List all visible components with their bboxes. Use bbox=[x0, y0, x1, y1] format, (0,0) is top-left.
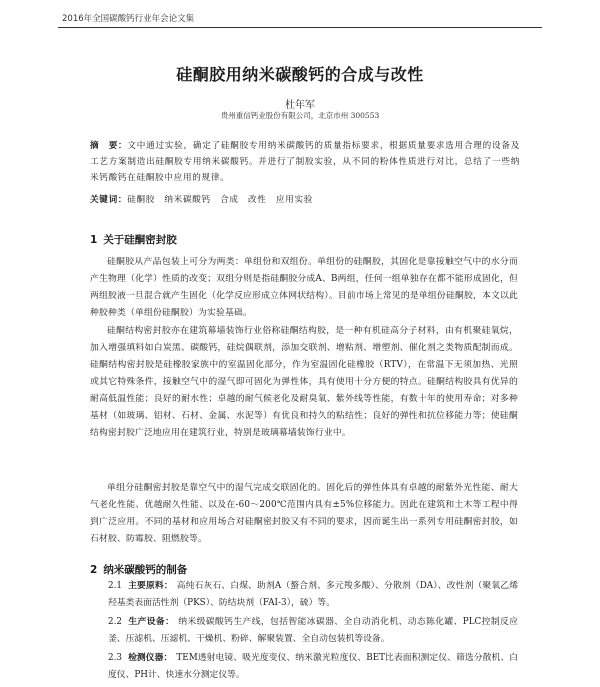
subsection-number: 2.2 bbox=[108, 617, 122, 627]
subsection-text: 纳米级碳酸钙生产线，包括智能冰碳器、全自动消化机、动态陈化罐、PLC控制反应釜、压滤机、压滤机、干燥机、粉碎、解聚装置、全自动包装机等设备。 bbox=[108, 617, 518, 644]
author-name: 杜年军 bbox=[285, 100, 315, 111]
section-number: 1 bbox=[90, 234, 98, 246]
subsection-label: 检测仪器： bbox=[128, 653, 173, 663]
abstract-text: 文中通过实验，确定了硅酮胶专用纳米碳酸钙的质量指标要求，根据质量要求选用合理的设备及工艺方案制造出硅酮胶专用纳米碳酸钙。并进行了制胶实验，从不同的粉体性质进行对比，总结了一些纳米钙酸钙在硅酮胶中应用的规律。 bbox=[90, 141, 520, 183]
subsection-label: 主要原料： bbox=[128, 581, 173, 591]
subsection-text: TEM透射电镜、吸光度变仪、纳米激光粒度仪、BET比表面积测定仪、筛选分散机、白度仪、PH计、快速水分测定仪等。 bbox=[108, 653, 518, 680]
abstract bbox=[90, 138, 520, 186]
subsection-text: 高纯石灰石、白煤、助剂A（螯合剂、多元羧多酸）、分散剂（DA）、改性剂（聚氧乙烯羟基类表面活性剂（PKS）、防结块剂（FAI-3），硫）等。 bbox=[108, 581, 518, 608]
author-affiliation: 贵州重信钙业股份有限公司，北京市州 300553 bbox=[220, 111, 380, 120]
paragraph: 单组分硅酮密封胶是靠空气中的湿气完成交联固化的。固化后的弹性体具有卓越的耐紫外光性能、耐大气老化性能、优越耐久性能、以及在-60～200℃范围内具有±5%位移能力。因此在建筑和土木等工程中得到广泛应用。不同的基材和应用场合对硅酮密封胶又有不同的要求，因而诞生出一系列专用硅酮密封胶，如石材胶、防霉胶、阻燃胶等。 bbox=[90, 483, 518, 544]
section-title: 关于硅酮密封胶 bbox=[103, 234, 177, 246]
article-title: 硅酮胶用纳米碳酸钙的合成与改性 bbox=[176, 65, 424, 84]
abstract-label: 摘 要： bbox=[90, 141, 128, 151]
subsection-2-3 bbox=[90, 650, 518, 684]
running-header: 2016年全国碳酸钙行业年会论文集 bbox=[62, 14, 195, 24]
paragraph: 硅酮结构密封胶亦在建筑幕墙装饰行业俗称硅酮结构胶，是一种有机硅高分子材料，由有机聚硅氧烷，加入增强填料如白炭黑、碳酸钙，硅烷偶联剂，添加交联剂、增粘剂、增塑剂、催化剂之类物质配制而成。硅酮结构密封胶是硅橡胶家族中的室温固化部分，作为室温固化硅橡胶（RTV），在常温下无须加热、光照或其它特殊条件，接触空气中的湿气即可固化为弹性体，具有使用十分方便的特点。硅酮结构胶具有优异的耐高低温性能；良好的耐水性；卓越的耐气候老化及耐臭氧、紫外线等性能，有数十年的使用寿命；对多种基材（如玻璃、铝材、石材、金属、水泥等）有优良和持久的粘结性；良好的弹性和抗位移能力等；使硅酮结构密封胶广泛地应用在建筑行业，特别是玻璃幕墙装饰行业中。 bbox=[90, 326, 518, 438]
subsection-number: 2.1 bbox=[108, 581, 122, 591]
section-number: 2 bbox=[90, 564, 98, 576]
header-rule bbox=[58, 27, 542, 28]
section-title: 纳米碳酸钙的制备 bbox=[103, 564, 188, 576]
subsection-2-2 bbox=[90, 614, 518, 648]
keywords-text: 硅酮胶 纳米碳酸钙 合成 改性 应用实验 bbox=[127, 195, 314, 205]
paragraph: 硅酮胶从产品包装上可分为两类：单组份和双组份。单组份的硅酮胶，其固化是靠接触空气中的水分而产生物理（化学）性质的改变；双组分则是指硅酮胶分成A、B两组，任何一组单独存在都不能形成固化，但两组胶液一旦混合就产生固化（化学反应形成立体网状结构）。目前市场上常见的是单组份硅酮胶，本文以此种胶种类（单组份硅酮胶）为实验基础。 bbox=[90, 257, 518, 318]
keywords bbox=[90, 193, 520, 205]
section-heading-1 bbox=[90, 232, 177, 247]
keywords-label: 关键词： bbox=[90, 195, 128, 205]
subsection-number: 2.3 bbox=[108, 653, 122, 663]
subsection-2-1 bbox=[90, 578, 518, 612]
section-heading-2 bbox=[90, 562, 187, 577]
subsection-label: 生产设备： bbox=[128, 617, 175, 627]
